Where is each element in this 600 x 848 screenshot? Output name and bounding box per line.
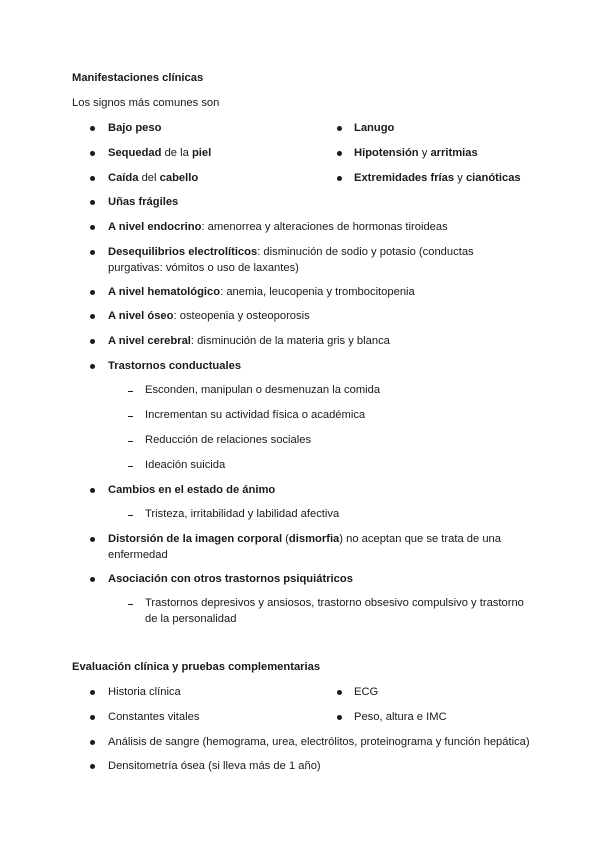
list-item-animo: Cambios en el estado de ánimo: [108, 484, 276, 496]
bullet-icon: [337, 151, 342, 156]
list-item-distorsion-cont: enfermedad: [108, 549, 168, 561]
dash-icon: [128, 441, 133, 442]
list-item-hematologico: A nivel hematológico: anemia, leucopenia y trombocitopenia: [108, 286, 415, 298]
sub-item-incrementan: Incrementan su actividad física o académica: [145, 409, 366, 421]
bullet-icon: [337, 715, 342, 720]
list-item-hipotension: Hipotensión y arritmias: [354, 147, 478, 159]
bullet-icon: [90, 764, 95, 769]
list-item-conductuales: Trastornos conductuales: [108, 360, 242, 372]
dash-icon: [128, 391, 133, 392]
list-item-sequedad: Sequedad de la piel: [108, 147, 212, 159]
list-item-densitometria: Densitometría ósea (si lleva más de 1 año): [108, 760, 321, 772]
bullet-icon: [90, 126, 95, 131]
list-item-electroliticos-cont: purgativas: vómitos o uso de laxantes): [108, 262, 299, 274]
bullet-icon: [337, 126, 342, 131]
bullet-icon: [90, 690, 95, 695]
sub-item-ideacion: Ideación suicida: [145, 459, 226, 471]
list-item-constantes: Constantes vitales: [108, 711, 200, 723]
bullet-icon: [337, 690, 342, 695]
sub-item-esconden: Esconden, manipulan o desmenuzan la comida: [145, 384, 381, 396]
list-item-ecg: ECG: [354, 686, 379, 698]
dash-icon: [128, 416, 133, 417]
bullet-icon: [90, 176, 95, 181]
list-item-extremidades: Extremidades frías y cianóticas: [354, 172, 521, 184]
bullet-icon: [90, 225, 95, 230]
list-item-cerebral: A nivel cerebral: disminución de la materia gris y blanca: [108, 335, 390, 347]
bullet-icon: [90, 740, 95, 745]
bullet-icon: [90, 364, 95, 369]
bullet-icon: [90, 151, 95, 156]
dash-icon: [128, 466, 133, 467]
sub-item-tristeza: Tristeza, irritabilidad y labilidad afectiva: [145, 508, 340, 520]
list-item-oseo: A nivel óseo: osteopenia y osteoporosis: [108, 310, 310, 322]
list-item-analisis: Análisis de sangre (hemograma, urea, electrólitos, proteinograma y función hepática): [108, 736, 530, 748]
list-item-unas: Uñas frágiles: [108, 196, 179, 208]
bullet-icon: [90, 290, 95, 295]
list-item-electroliticos: Desequilibrios electrolíticos: disminución de sodio y potasio (conductas: [108, 246, 474, 258]
section-title-evaluacion: Evaluación clínica y pruebas complementarias: [72, 661, 321, 673]
sub-item-reduccion: Reducción de relaciones sociales: [145, 434, 312, 446]
list-item-asociacion: Asociación con otros trastornos psiquiátricos: [108, 573, 353, 585]
list-item-lanugo: Lanugo: [354, 122, 395, 134]
list-item-bajo-peso: Bajo peso: [108, 122, 162, 134]
bullet-icon: [90, 250, 95, 255]
bullet-icon: [90, 314, 95, 319]
list-item-distorsion: Distorsión de la imagen corporal (dismorfia) no aceptan que se trata de una: [108, 533, 501, 545]
sub-item-trastornos: Trastornos depresivos y ansiosos, trastorno obsesivo compulsivo y trastorno: [145, 597, 524, 609]
intro-text: Los signos más comunes son: [72, 97, 220, 109]
bullet-icon: [90, 200, 95, 205]
sub-item-trastornos-cont: de la personalidad: [145, 613, 237, 625]
list-item-peso: Peso, altura e IMC: [354, 711, 447, 723]
bullet-icon: [90, 537, 95, 542]
dash-icon: [128, 515, 133, 516]
dash-icon: [128, 604, 133, 605]
section-title-manifestaciones: Manifestaciones clínicas: [72, 72, 204, 84]
list-item-historia: Historia clínica: [108, 686, 181, 698]
list-item-endocrino: A nivel endocrino: amenorrea y alteraciones de hormonas tiroideas: [108, 221, 448, 233]
bullet-icon: [90, 339, 95, 344]
bullet-icon: [90, 488, 95, 493]
bullet-icon: [337, 176, 342, 181]
list-item-caida: Caída del cabello: [108, 172, 199, 184]
bullet-icon: [90, 577, 95, 582]
bullet-icon: [90, 715, 95, 720]
